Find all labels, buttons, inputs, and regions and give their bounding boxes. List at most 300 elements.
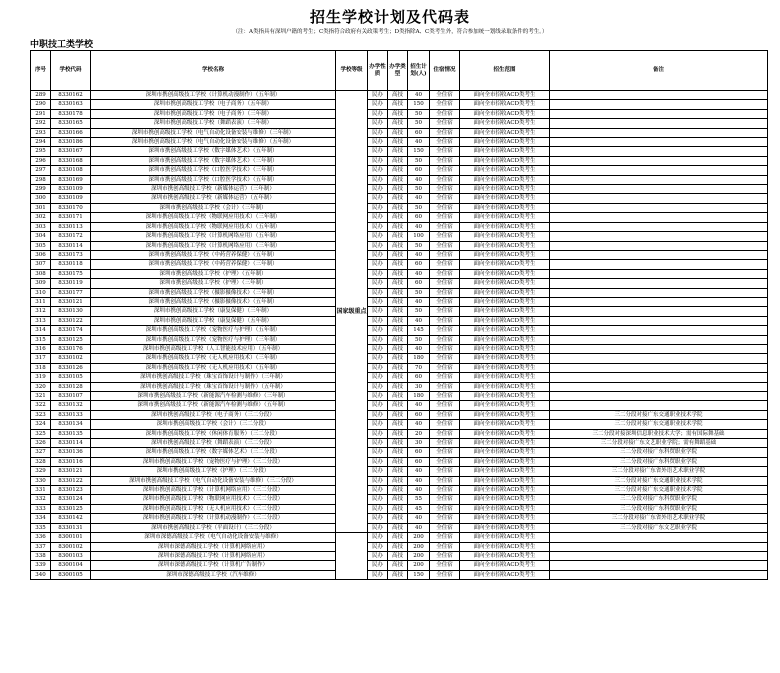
plan-cell: 40	[408, 401, 430, 410]
school-code-cell: 8330105	[51, 373, 91, 382]
table-row	[31, 570, 768, 579]
nature-cell: 民办	[368, 297, 388, 306]
scope-cell: 面向全市招收ACD类考生	[460, 439, 550, 448]
nature-cell: 民办	[368, 250, 388, 259]
type-cell: 高技	[388, 128, 408, 137]
remarks-cell	[550, 392, 768, 401]
scope-cell: 面向全市招收ACD类考生	[460, 392, 550, 401]
nature-cell: 民办	[368, 147, 388, 156]
scope-cell: 面向全市招收ACD类考生	[460, 138, 550, 147]
index-cell: 325	[31, 429, 51, 438]
type-cell: 高技	[388, 448, 408, 457]
index-cell: 321	[31, 392, 51, 401]
table-row	[31, 269, 768, 278]
index-cell: 336	[31, 533, 51, 542]
nature-cell: 民办	[368, 316, 388, 325]
table-row	[31, 335, 768, 344]
table-row	[31, 279, 768, 288]
accommodation-cell: 全住宿	[430, 175, 460, 184]
scope-cell: 面向全市招收ACD类考生	[460, 109, 550, 118]
plan-cell: 60	[408, 410, 430, 419]
school-name-cell: 深圳市携创高级技工学校（计算机网络应用）（五年制）	[91, 232, 336, 241]
table-row	[31, 363, 768, 372]
type-cell: 高技	[388, 551, 408, 560]
scope-cell: 面向全市招收ACD类考生	[460, 128, 550, 137]
remarks-cell	[550, 156, 768, 165]
type-cell: 高技	[388, 354, 408, 363]
remarks-cell	[550, 316, 768, 325]
accommodation-cell: 全住宿	[430, 354, 460, 363]
school-name-cell: 深圳市携创高级技工学校（护理）（三二分段）	[91, 467, 336, 476]
plan-cell: 60	[408, 448, 430, 457]
plan-cell: 40	[408, 523, 430, 532]
plan-cell: 40	[408, 486, 430, 495]
type-cell: 高技	[388, 147, 408, 156]
nature-cell: 民办	[368, 213, 388, 222]
section-title: 中职技工类学校	[30, 40, 94, 50]
table-row	[31, 232, 768, 241]
scope-cell: 面向全市招收ACD类考生	[460, 335, 550, 344]
accommodation-cell: 全住宿	[430, 495, 460, 504]
school-code-cell: 8330108	[51, 166, 91, 175]
plan-cell: 50	[408, 119, 430, 128]
index-cell: 339	[31, 561, 51, 570]
school-code-cell: 8330186	[51, 138, 91, 147]
nature-cell: 民办	[368, 156, 388, 165]
remarks-cell	[550, 382, 768, 391]
index-cell: 303	[31, 222, 51, 231]
nature-cell: 民办	[368, 401, 388, 410]
accommodation-cell: 全住宿	[430, 269, 460, 278]
scope-cell: 面向全市招收ACD类考生	[460, 194, 550, 203]
type-cell: 高技	[388, 279, 408, 288]
school-name-cell: 深圳市携创高级技工学校（无人机应用技术）（五年制）	[91, 363, 336, 372]
type-cell: 高技	[388, 260, 408, 269]
remarks-cell: 三二分段对接广东交通职业技术学院	[550, 410, 768, 419]
nature-cell: 民办	[368, 269, 388, 278]
type-cell: 高技	[388, 420, 408, 429]
table-row	[31, 109, 768, 118]
scope-cell: 面向全市招收ACD类考生	[460, 457, 550, 466]
index-cell: 328	[31, 457, 51, 466]
accommodation-cell: 全住宿	[430, 373, 460, 382]
accommodation-cell: 全住宿	[430, 222, 460, 231]
table-row	[31, 551, 768, 560]
plan-cell: 40	[408, 91, 430, 100]
nature-cell: 民办	[368, 420, 388, 429]
scope-cell: 面向全市招收ACD类考生	[460, 354, 550, 363]
accommodation-cell: 全住宿	[430, 279, 460, 288]
remarks-cell	[550, 269, 768, 278]
nature-cell: 民办	[368, 542, 388, 551]
remarks-cell	[550, 241, 768, 250]
plan-cell: 60	[408, 457, 430, 466]
accommodation-cell: 全住宿	[430, 401, 460, 410]
school-code-cell: 8330168	[51, 156, 91, 165]
plan-cell: 100	[408, 232, 430, 241]
type-cell: 高技	[388, 213, 408, 222]
nature-cell: 民办	[368, 486, 388, 495]
plan-cell: 50	[408, 203, 430, 212]
table-row	[31, 316, 768, 325]
plan-cell: 40	[408, 467, 430, 476]
plan-cell: 60	[408, 166, 430, 175]
remarks-cell: 三二分段对接广东文艺职业学院；需有舞蹈基础	[550, 439, 768, 448]
scope-cell: 面向全市招收ACD类考生	[460, 542, 550, 551]
index-cell: 323	[31, 410, 51, 419]
index-cell: 337	[31, 542, 51, 551]
table-row	[31, 307, 768, 316]
header-scope: 招生范围	[460, 51, 550, 91]
index-cell: 313	[31, 316, 51, 325]
accommodation-cell: 全住宿	[430, 363, 460, 372]
plan-cell: 40	[408, 250, 430, 259]
scope-cell: 面向全市招收ACD类考生	[460, 467, 550, 476]
table-row	[31, 382, 768, 391]
school-code-cell: 8330163	[51, 100, 91, 109]
remarks-cell: 三二分段对接广东文艺职业学院	[550, 523, 768, 532]
type-cell: 高技	[388, 344, 408, 353]
plan-cell: 60	[408, 260, 430, 269]
school-code-cell: 8330142	[51, 514, 91, 523]
school-code-cell: 8330134	[51, 420, 91, 429]
index-cell: 294	[31, 138, 51, 147]
accommodation-cell: 全住宿	[430, 514, 460, 523]
type-cell: 高技	[388, 288, 408, 297]
accommodation-cell: 全住宿	[430, 486, 460, 495]
index-cell: 304	[31, 232, 51, 241]
remarks-cell: 三二分段对接广东科贸职业学院	[550, 495, 768, 504]
nature-cell: 民办	[368, 91, 388, 100]
nature-cell: 民办	[368, 457, 388, 466]
scope-cell: 面向全市招收ACD类考生	[460, 363, 550, 372]
nature-cell: 民办	[368, 363, 388, 372]
plan-cell: 40	[408, 316, 430, 325]
scope-cell: 面向全市招收ACD类考生	[460, 279, 550, 288]
nature-cell: 民办	[368, 551, 388, 560]
type-cell: 高技	[388, 373, 408, 382]
type-cell: 高技	[388, 439, 408, 448]
nature-cell: 民办	[368, 448, 388, 457]
header-school-name: 学校名称	[91, 51, 336, 91]
remarks-cell: 三二分段对接广东交通职业技术学院	[550, 476, 768, 485]
school-code-cell: 8330135	[51, 429, 91, 438]
header-remarks: 备注	[550, 51, 768, 91]
accommodation-cell: 全住宿	[430, 382, 460, 391]
index-cell: 312	[31, 307, 51, 316]
school-code-cell: 8330121	[51, 467, 91, 476]
scope-cell: 面向全市招收ACD类考生	[460, 401, 550, 410]
type-cell: 高技	[388, 109, 408, 118]
index-cell: 292	[31, 119, 51, 128]
plan-cell: 200	[408, 542, 430, 551]
remarks-cell	[550, 551, 768, 560]
school-code-cell: 8330175	[51, 269, 91, 278]
plan-cell: 60	[408, 213, 430, 222]
table-row	[31, 185, 768, 194]
index-cell: 311	[31, 297, 51, 306]
nature-cell: 民办	[368, 166, 388, 175]
index-cell: 308	[31, 269, 51, 278]
remarks-cell	[550, 542, 768, 551]
school-code-cell: 8330109	[51, 185, 91, 194]
accommodation-cell: 全住宿	[430, 420, 460, 429]
school-name-cell: 深圳市携创高级技工学校（电子商务）（三二分段）	[91, 410, 336, 419]
nature-cell: 民办	[368, 128, 388, 137]
type-cell: 高技	[388, 316, 408, 325]
index-cell: 307	[31, 260, 51, 269]
scope-cell: 面向全市招收ACD类考生	[460, 250, 550, 259]
remarks-cell: 三二分段对接广东交通职业技术学院	[550, 420, 768, 429]
school-code-cell: 8330177	[51, 288, 91, 297]
school-name-cell: 深圳市携创高级技工学校（新媒体运营）（三年制）	[91, 185, 336, 194]
index-cell: 295	[31, 147, 51, 156]
table-row	[31, 533, 768, 542]
header-index: 序号	[31, 51, 51, 91]
accommodation-cell: 全住宿	[430, 260, 460, 269]
plan-cell: 40	[408, 514, 430, 523]
plan-cell: 70	[408, 363, 430, 372]
school-code-cell: 8330124	[51, 495, 91, 504]
index-cell: 334	[31, 514, 51, 523]
school-code-cell: 8330122	[51, 316, 91, 325]
table-row	[31, 486, 768, 495]
school-code-cell: 8330167	[51, 147, 91, 156]
school-code-cell: 8330116	[51, 457, 91, 466]
index-cell: 330	[31, 476, 51, 485]
accommodation-cell: 全住宿	[430, 429, 460, 438]
school-code-cell: 8300102	[51, 542, 91, 551]
nature-cell: 民办	[368, 241, 388, 250]
scope-cell: 面向全市招收ACD类考生	[460, 175, 550, 184]
header-accommodation: 住宿情况	[430, 51, 460, 91]
accommodation-cell: 全住宿	[430, 203, 460, 212]
remarks-cell	[550, 138, 768, 147]
table-row	[31, 203, 768, 212]
index-cell: 340	[31, 570, 51, 579]
accommodation-cell: 全住宿	[430, 476, 460, 485]
nature-cell: 民办	[368, 570, 388, 579]
school-name-cell: 深圳市携创高级技工学校（康复保健）（五年制）	[91, 316, 336, 325]
scope-cell: 面向全市招收ACD类考生	[460, 241, 550, 250]
table-row	[31, 373, 768, 382]
school-name-cell: 深圳市携创高级技工学校（无人机应用技术）（三二分段）	[91, 504, 336, 513]
scope-cell: 面向全市招收ACD类考生	[460, 420, 550, 429]
scope-cell: 面向全市招收ACD类考生	[460, 533, 550, 542]
nature-cell: 民办	[368, 307, 388, 316]
index-cell: 298	[31, 175, 51, 184]
table-row	[31, 392, 768, 401]
accommodation-cell: 全住宿	[430, 542, 460, 551]
scope-cell: 面向全市招收ACD类考生	[460, 222, 550, 231]
remarks-cell	[550, 373, 768, 382]
plan-cell: 55	[408, 495, 430, 504]
type-cell: 高技	[388, 382, 408, 391]
school-name-cell: 深圳市携创高级技工学校（会计）（三二分段）	[91, 420, 336, 429]
index-cell: 310	[31, 288, 51, 297]
remarks-cell: 三二分段对接广东科贸职业学院	[550, 504, 768, 513]
header-school-code: 学校代码	[51, 51, 91, 91]
school-name-cell: 深圳市携创高级技工学校（数字媒体艺术）（五年制）	[91, 147, 336, 156]
remarks-cell	[550, 250, 768, 259]
table-row	[31, 213, 768, 222]
plan-cell: 200	[408, 551, 430, 560]
table-row	[31, 523, 768, 532]
plan-cell: 50	[408, 335, 430, 344]
nature-cell: 民办	[368, 439, 388, 448]
school-code-cell: 8330125	[51, 335, 91, 344]
school-name-cell: 深圳市携创高级技工学校（电气自动化设备安装与维修）（三二分段）	[91, 476, 336, 485]
type-cell: 高技	[388, 335, 408, 344]
page-note: （注：A类指具有深圳户籍的考生；C类指符合政府有关政策考生；D类指除A、C类考生外，符合参加统一划线录取条件的考生。）	[232, 29, 548, 35]
remarks-cell	[550, 344, 768, 353]
plan-cell: 40	[408, 269, 430, 278]
table-row	[31, 166, 768, 175]
school-name-cell: 深圳市携创高级技工学校（新能源汽车检测与维修）（五年制）	[91, 401, 336, 410]
school-name-cell: 深圳市携创高级技工学校（护理）（五年制）	[91, 269, 336, 278]
school-code-cell: 8330165	[51, 119, 91, 128]
remarks-cell	[550, 533, 768, 542]
school-name-cell: 深圳市携创高级技工学校（新媒体运营）（五年制）	[91, 194, 336, 203]
accommodation-cell: 全住宿	[430, 570, 460, 579]
accommodation-cell: 全住宿	[430, 119, 460, 128]
nature-cell: 民办	[368, 232, 388, 241]
school-name-cell: 深圳市携创高级技工学校（中药营养保健）（三年制）	[91, 260, 336, 269]
nature-cell: 民办	[368, 185, 388, 194]
accommodation-cell: 全住宿	[430, 213, 460, 222]
index-cell: 315	[31, 335, 51, 344]
nature-cell: 民办	[368, 382, 388, 391]
scope-cell: 面向全市招收ACD类考生	[460, 551, 550, 560]
school-name-cell: 深圳市携创高级技工学校（电气自动化设备安装与维修）（三年制）	[91, 128, 336, 137]
index-cell: 320	[31, 382, 51, 391]
table-row	[31, 156, 768, 165]
remarks-cell	[550, 91, 768, 100]
nature-cell: 民办	[368, 561, 388, 570]
accommodation-cell: 全住宿	[430, 551, 460, 560]
nature-cell: 民办	[368, 429, 388, 438]
table-row	[31, 100, 768, 109]
header-school-level: 学校等级	[336, 51, 368, 91]
school-name-cell: 深圳市深德高级技工学校（计算机网络应用）	[91, 551, 336, 560]
scope-cell: 面向全市招收ACD类考生	[460, 213, 550, 222]
school-code-cell: 8330178	[51, 109, 91, 118]
scope-cell: 面向全市招收ACD类考生	[460, 486, 550, 495]
plan-cell: 40	[408, 138, 430, 147]
remarks-cell	[550, 232, 768, 241]
scope-cell: 面向全市招收ACD类考生	[460, 326, 550, 335]
plan-cell: 50	[408, 109, 430, 118]
remarks-cell	[550, 401, 768, 410]
table-row	[31, 410, 768, 419]
remarks-cell	[550, 326, 768, 335]
scope-cell: 面向全市招收ACD类考生	[460, 561, 550, 570]
table-row	[31, 439, 768, 448]
nature-cell: 民办	[368, 260, 388, 269]
index-cell: 309	[31, 279, 51, 288]
scope-cell: 面向全市招收ACD类考生	[460, 570, 550, 579]
accommodation-cell: 全住宿	[430, 316, 460, 325]
accommodation-cell: 全住宿	[430, 410, 460, 419]
remarks-cell: 三二分段对接广东科贸职业学院	[550, 457, 768, 466]
school-code-cell: 8330136	[51, 448, 91, 457]
accommodation-cell: 全住宿	[430, 533, 460, 542]
nature-cell: 民办	[368, 354, 388, 363]
school-name-cell: 深圳市携创高级技工学校（休闲体育服务）（三二分段）	[91, 429, 336, 438]
school-code-cell: 8300105	[51, 570, 91, 579]
plan-cell: 20	[408, 429, 430, 438]
accommodation-cell: 全住宿	[430, 100, 460, 109]
school-code-cell: 8330133	[51, 410, 91, 419]
type-cell: 高技	[388, 91, 408, 100]
scope-cell: 面向全市招收ACD类考生	[460, 147, 550, 156]
index-cell: 329	[31, 467, 51, 476]
school-code-cell: 8330121	[51, 297, 91, 306]
school-code-cell: 8300103	[51, 551, 91, 560]
school-name-cell: 深圳市携创高级技工学校（摄影摄像技术）（三年制）	[91, 288, 336, 297]
school-code-cell: 8330166	[51, 128, 91, 137]
accommodation-cell: 全住宿	[430, 439, 460, 448]
school-name-cell: 深圳市携创高级技工学校（无人机应用技术）（三年制）	[91, 354, 336, 363]
scope-cell: 面向全市招收ACD类考生	[460, 429, 550, 438]
nature-cell: 民办	[368, 410, 388, 419]
type-cell: 高技	[388, 401, 408, 410]
index-cell: 297	[31, 166, 51, 175]
table-row	[31, 467, 768, 476]
remarks-cell	[550, 185, 768, 194]
accommodation-cell: 全住宿	[430, 147, 460, 156]
type-cell: 高技	[388, 533, 408, 542]
school-name-cell: 深圳市携创高级技工学校（会计）（三年制）	[91, 203, 336, 212]
scope-cell: 面向全市招收ACD类考生	[460, 166, 550, 175]
plan-cell: 200	[408, 533, 430, 542]
school-name-cell: 深圳市携创高级技工学校（口腔医学技术）（三年制）	[91, 166, 336, 175]
school-name-cell: 深圳市携创高级技工学校（计算机动漫制作）（三二分段）	[91, 514, 336, 523]
remarks-cell	[550, 363, 768, 372]
remarks-cell	[550, 561, 768, 570]
scope-cell: 面向全市招收ACD类考生	[460, 100, 550, 109]
plan-cell: 40	[408, 420, 430, 429]
scope-cell: 面向全市招收ACD类考生	[460, 288, 550, 297]
plan-cell: 50	[408, 156, 430, 165]
school-code-cell: 8330176	[51, 344, 91, 353]
type-cell: 高技	[388, 203, 408, 212]
scope-cell: 面向全市招收ACD类考生	[460, 514, 550, 523]
school-name-cell: 深圳市携创高级技工学校（计算机网络应用）（三年制）	[91, 241, 336, 250]
school-name-cell: 深圳市携创高级技工学校（电子商务）（三年制）	[91, 109, 336, 118]
accommodation-cell: 全住宿	[430, 326, 460, 335]
plan-cell: 40	[408, 222, 430, 231]
table-row	[31, 147, 768, 156]
index-cell: 317	[31, 354, 51, 363]
accommodation-cell: 全住宿	[430, 128, 460, 137]
table-row	[31, 476, 768, 485]
index-cell: 296	[31, 156, 51, 165]
accommodation-cell: 全住宿	[430, 109, 460, 118]
table-row	[31, 288, 768, 297]
school-name-cell: 深圳市深德高级技工学校（计算机网络应用）	[91, 542, 336, 551]
remarks-cell	[550, 109, 768, 118]
school-name-cell: 深圳市携创高级技工学校（电气自动化设备安装与维修）（五年制）	[91, 138, 336, 147]
type-cell: 高技	[388, 166, 408, 175]
type-cell: 高技	[388, 175, 408, 184]
type-cell: 高技	[388, 514, 408, 523]
school-name-cell: 深圳市携创高级技工学校（平面设计）（三二分段）	[91, 523, 336, 532]
school-level-cell: 国家级重点	[336, 91, 368, 533]
school-code-cell: 8330113	[51, 222, 91, 231]
index-cell: 326	[31, 439, 51, 448]
plan-cell: 60	[408, 128, 430, 137]
